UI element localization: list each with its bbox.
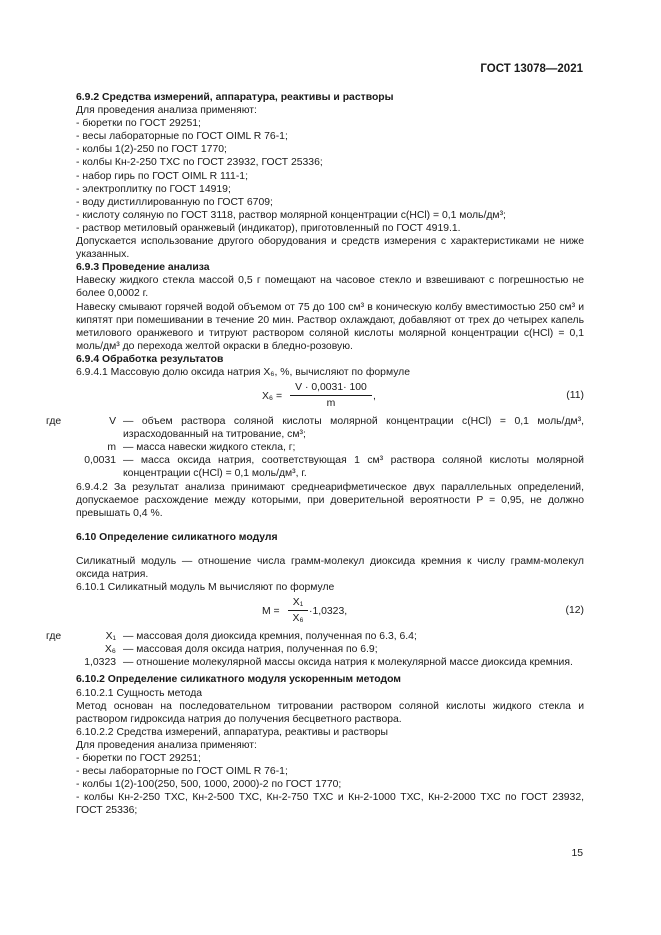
definition-symbol: V bbox=[109, 416, 116, 428]
fraction-line bbox=[290, 395, 372, 396]
list-item: - колбы 1(2)-250 по ГОСТ 1770; bbox=[76, 144, 227, 156]
paragraph: Метод основан на последовательном титровании раствором соляной кислоты жидкого стекла и раствором гидроксида натрия до получения бесцветного раствора. bbox=[76, 700, 584, 725]
list-item: - кислоту соляную по ГОСТ 3118, раствор молярной концентрации c(HCl) = 0,1 моль/дм³; bbox=[76, 209, 506, 221]
definition-symbol: m bbox=[107, 442, 116, 454]
paragraph: 6.10.2.1 Сущность метода bbox=[76, 687, 203, 699]
section-heading-6-9-3: 6.9.3 Проведение анализа bbox=[76, 262, 210, 274]
paragraph: Навеску смывают горячей водой объемом от 75 до 100 см³ в коническую колбу вместимостью 250 см³ и кипятят при помешивании в течение 20 мин. Раствор охлаждают, добавляют от трех до четырех капель метилового оранжевого и титруют раствором соляной кислоты молярной концентрации c(HCl) = 0,1 моль/дм³ до перехода желтой окраски в бледно-розовую. bbox=[76, 301, 584, 352]
paragraph: 6.9.4.1 Массовую долю оксида натрия X₆, %, вычисляют по формуле bbox=[76, 366, 411, 378]
paragraph: 6.10.1 Силикатный модуль M вычисляют по формуле bbox=[76, 582, 335, 594]
document-id: ГОСТ 13078—2021 bbox=[480, 63, 583, 75]
formula-12 bbox=[76, 594, 584, 630]
where-label: где bbox=[46, 416, 62, 428]
list-item: - весы лабораторные по ГОСТ OIML R 76-1; bbox=[76, 131, 288, 143]
definition-row bbox=[46, 630, 584, 643]
list-item: - раствор метиловый оранжевый (индикатор), приготовленный по ГОСТ 4919.1. bbox=[76, 222, 461, 234]
paragraph: 6.10.2.2 Средства измерений, аппаратура, реактивы и растворы bbox=[76, 726, 389, 738]
list-item: - бюретки по ГОСТ 29251; bbox=[76, 753, 201, 765]
list-item: - колбы 1(2)-100(250, 500, 1000, 2000)-2 по ГОСТ 1770; bbox=[76, 779, 342, 791]
definition-text: — объем раствора соляной кислоты молярной концентрации c(HCl) = 0,1 моль/дм³, израсходованный на титрование, см³; bbox=[123, 416, 584, 441]
list-item: - воду дистиллированную по ГОСТ 6709; bbox=[76, 196, 273, 208]
formula-numerator: V · 0,0031· 100 bbox=[295, 382, 367, 394]
formula-fraction bbox=[290, 381, 372, 410]
definition-text: — масса оксида натрия, соответствующая 1 см³ раствора соляной кислоты молярной концентрации c(HCl) = 0,1 моль/дм³, г. bbox=[123, 455, 584, 480]
where-label: где bbox=[46, 631, 62, 643]
section-heading-6-9-2: 6.9.2 Средства измерений, аппаратура, реактивы и растворы bbox=[76, 92, 394, 103]
definition-row bbox=[46, 454, 584, 480]
section-heading-6-10-2: 6.10.2 Определение силикатного модуля ускоренным методом bbox=[76, 674, 401, 686]
list-item: - электроплитку по ГОСТ 14919; bbox=[76, 183, 231, 195]
equation-number: (12) bbox=[565, 605, 584, 617]
formula-lhs: M = bbox=[262, 606, 280, 618]
definition-text: — масса навески жидкого стекла, г; bbox=[123, 442, 296, 454]
paragraph: 6.9.4.2 За результат анализа принимают среднеарифметическое двух параллельных определений, допускаемое расхождение между которыми, при доверительной вероятности P = 0,95, не должно превышать 0,4 %. bbox=[76, 481, 584, 519]
variable-definitions-12 bbox=[46, 630, 584, 669]
list-item: - набор гирь по ГОСТ OIML R 111-1; bbox=[76, 170, 248, 182]
definition-text: — массовая доля оксида натрия, полученная по 6.9; bbox=[123, 644, 378, 656]
definition-row bbox=[46, 656, 584, 669]
paragraph: Для проведения анализа применяют: bbox=[76, 739, 257, 751]
definition-text: — массовая доля диоксида кремния, полученная по 6.3, 6.4; bbox=[123, 631, 417, 643]
formula-denominator: X₆ bbox=[292, 613, 304, 625]
definition-row bbox=[46, 415, 584, 441]
paragraph: Навеску жидкого стекла массой 0,5 г помещают на часовое стекло и взвешивают с погрешностью не более 0,0002 г. bbox=[76, 275, 584, 300]
definition-symbol: 1,0323 bbox=[84, 657, 116, 669]
definition-symbol: X₁ bbox=[105, 631, 116, 643]
definition-row bbox=[46, 643, 584, 656]
section-heading-6-10: 6.10 Определение силикатного модуля bbox=[76, 531, 278, 543]
page-number: 15 bbox=[571, 848, 583, 859]
formula-lhs: X₆ = bbox=[262, 391, 283, 403]
formula-tail: , bbox=[373, 391, 376, 403]
formula-tail: ·1,0323, bbox=[309, 606, 348, 618]
equation-number: (11) bbox=[566, 390, 584, 402]
paragraph: Силикатный модуль — отношение числа грамм-молекул диоксида кремния к числу грамм-молекул оксида натрия. bbox=[76, 555, 584, 580]
paragraph: Для проведения анализа применяют: bbox=[76, 105, 257, 117]
list-item: - колбы Кн-2-250 ТХС, Кн-2-500 ТХС, Кн-2-750 ТХС и Кн-2-1000 ТХС, Кн-2-2000 ТХС по ГОСТ 23932, ГОСТ 25336; bbox=[76, 792, 584, 817]
list-item: - весы лабораторные по ГОСТ OIML R 76-1; bbox=[76, 766, 288, 778]
list-item: - бюретки по ГОСТ 29251; bbox=[76, 118, 201, 130]
fraction-line bbox=[288, 610, 308, 611]
section-heading-6-9-4: 6.9.4 Обработка результатов bbox=[76, 353, 224, 365]
definition-row bbox=[46, 441, 584, 454]
page-content bbox=[46, 91, 584, 818]
list-item: - колбы Кн-2-250 ТХС по ГОСТ 23932, ГОСТ 25336; bbox=[76, 157, 323, 169]
definition-symbol: 0,0031 bbox=[84, 455, 116, 467]
definition-symbol: X₆ bbox=[104, 644, 116, 656]
formula-denominator: m bbox=[326, 398, 336, 410]
variable-definitions-11 bbox=[46, 415, 584, 480]
formula-numerator: X₁ bbox=[292, 597, 304, 609]
formula-11 bbox=[76, 379, 584, 415]
paragraph: Допускается использование другого оборудования и средств измерения с характеристиками не ниже указанных. bbox=[76, 236, 584, 261]
definition-text: — отношение молекулярной массы оксида натрия к молекулярной массе диоксида кремния. bbox=[123, 657, 573, 669]
formula-fraction bbox=[288, 596, 308, 625]
